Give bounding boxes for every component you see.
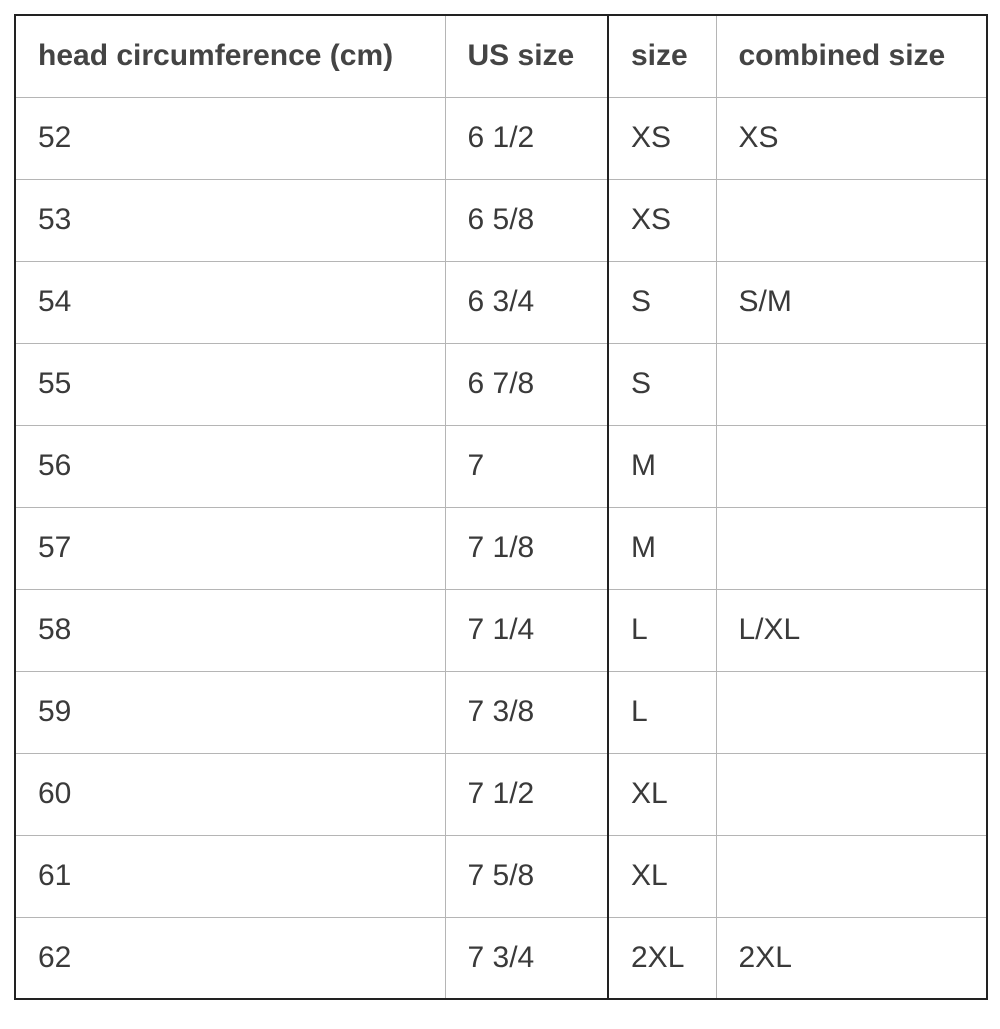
- size-cell: XL: [608, 835, 716, 917]
- table-row: [15, 753, 987, 835]
- combined-size-cell: S/M: [716, 261, 987, 343]
- size-cell: L: [608, 671, 716, 753]
- size-cell: M: [608, 425, 716, 507]
- combined-size-cell: L/XL: [716, 589, 987, 671]
- header-size: size: [608, 15, 716, 97]
- combined-size-cell: XS: [716, 97, 987, 179]
- table-row: [15, 425, 987, 507]
- head-circumference-cell: 52: [15, 97, 445, 179]
- size-cell: XS: [608, 179, 716, 261]
- size-cell: S: [608, 343, 716, 425]
- table-row: [15, 835, 987, 917]
- table-row: [15, 261, 987, 343]
- table-row: [15, 343, 987, 425]
- head-circumference-cell: 55: [15, 343, 445, 425]
- combined-size-cell: 2XL: [716, 917, 987, 999]
- table-row: [15, 917, 987, 999]
- us-size-cell: 6 7/8: [445, 343, 608, 425]
- us-size-cell: 7 1/8: [445, 507, 608, 589]
- head-circumference-cell: 61: [15, 835, 445, 917]
- combined-size-cell: [716, 835, 987, 917]
- table-row: [15, 507, 987, 589]
- header-combined-size: combined size: [716, 15, 987, 97]
- size-cell: XL: [608, 753, 716, 835]
- us-size-cell: 7 5/8: [445, 835, 608, 917]
- size-chart-table: [14, 14, 988, 1000]
- size-cell: 2XL: [608, 917, 716, 999]
- us-size-cell: 7: [445, 425, 608, 507]
- size-cell: S: [608, 261, 716, 343]
- combined-size-cell: [716, 343, 987, 425]
- header-us-size: US size: [445, 15, 608, 97]
- us-size-cell: 7 1/2: [445, 753, 608, 835]
- table-row: [15, 97, 987, 179]
- table-row: [15, 671, 987, 753]
- us-size-cell: 7 1/4: [445, 589, 608, 671]
- size-cell: M: [608, 507, 716, 589]
- us-size-cell: 6 1/2: [445, 97, 608, 179]
- head-circumference-cell: 54: [15, 261, 445, 343]
- combined-size-cell: [716, 425, 987, 507]
- table-body: [15, 97, 987, 999]
- combined-size-cell: [716, 671, 987, 753]
- size-cell: L: [608, 589, 716, 671]
- combined-size-cell: [716, 753, 987, 835]
- size-cell: XS: [608, 97, 716, 179]
- combined-size-cell: [716, 507, 987, 589]
- us-size-cell: 6 3/4: [445, 261, 608, 343]
- us-size-cell: 7 3/8: [445, 671, 608, 753]
- table-row: [15, 589, 987, 671]
- head-circumference-cell: 59: [15, 671, 445, 753]
- us-size-cell: 7 3/4: [445, 917, 608, 999]
- us-size-cell: 6 5/8: [445, 179, 608, 261]
- head-circumference-cell: 60: [15, 753, 445, 835]
- head-circumference-cell: 53: [15, 179, 445, 261]
- head-circumference-cell: 57: [15, 507, 445, 589]
- head-circumference-cell: 56: [15, 425, 445, 507]
- combined-size-cell: [716, 179, 987, 261]
- table-row: [15, 179, 987, 261]
- header-row: [15, 15, 987, 97]
- header-head-circumference: head circumference (cm): [15, 15, 445, 97]
- head-circumference-cell: 58: [15, 589, 445, 671]
- head-circumference-cell: 62: [15, 917, 445, 999]
- table-header: [15, 15, 987, 97]
